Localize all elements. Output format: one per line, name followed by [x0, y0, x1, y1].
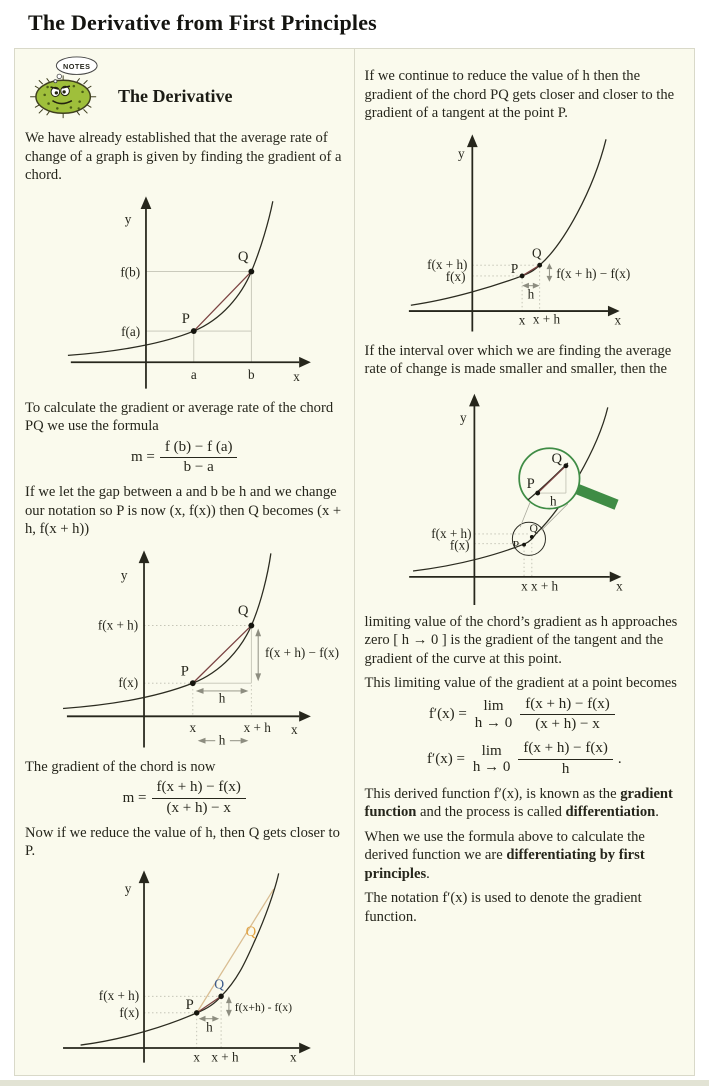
label-x-plus-h: x + h: [532, 311, 560, 327]
formula-derivative-h: [364, 740, 686, 778]
label-h: h: [527, 285, 534, 301]
label-h-magnified: h: [549, 493, 557, 509]
label-f-x-h: f(x + h): [98, 988, 140, 1004]
paragraph-gradient-function: [365, 785, 685, 822]
chord-pq: [522, 265, 540, 276]
numerator: f(x + h) − f(x): [520, 696, 614, 715]
label-q-small: Q: [529, 521, 538, 535]
label-q: Q: [214, 976, 225, 992]
right-column: [355, 49, 695, 1075]
label-q: Q: [237, 248, 249, 265]
paragraph-continue-reduce: If we continue to reduce the value of h then the gradient of the chord PQ gets closer and closer to the gradient of a tangent at the point P.: [364, 68, 675, 122]
label-x-plus-h: x + h: [211, 1049, 239, 1065]
chord-pq: [193, 625, 252, 683]
label-f-a: f(a): [121, 323, 141, 339]
difference-arrow: [255, 628, 261, 681]
chord-pq: [194, 271, 252, 331]
text-segment: and the process is called: [416, 804, 566, 821]
notes-panel: [14, 48, 695, 1076]
label-f-x: f(x): [449, 537, 470, 553]
curve: [68, 201, 273, 355]
label-p: P: [510, 260, 518, 276]
graph-tangent: [364, 129, 688, 336]
lim-subscript: h → 0: [472, 759, 511, 776]
numerator: f(x + h) − f(x): [152, 779, 246, 798]
paragraph-notation: The notation f′(x) is used to denote the gradient function.: [364, 890, 642, 925]
denominator: (x + h) − x: [166, 799, 231, 816]
label-h-upper: h: [218, 690, 226, 706]
curve: [81, 873, 279, 1045]
graph-chord-ab: [24, 191, 346, 393]
bold-first-principles: differentiating by first principles: [364, 847, 645, 882]
fraction: [520, 696, 614, 734]
graph-magnifier: [364, 385, 688, 607]
reference-lines: [474, 534, 531, 577]
text-segment: .: [426, 865, 430, 882]
formula-tail: .: [617, 750, 622, 767]
denominator: (x + h) − x: [535, 716, 600, 733]
label-difference: f(x+h) - f(x): [234, 1000, 292, 1014]
magnifier-handle: [577, 489, 616, 505]
label-x-axis: x: [293, 368, 300, 384]
label-a: a: [190, 366, 197, 382]
label-x-axis: x: [613, 312, 621, 328]
point-p: [519, 273, 524, 278]
label-f-x-h: f(x + h): [430, 525, 471, 541]
mascot-body: [36, 80, 90, 113]
label-f-x: f(x): [445, 268, 465, 284]
label-p-magnified: P: [526, 475, 535, 492]
formula-lhs: f′(x) =: [428, 706, 467, 723]
page-title: The Derivative from First Principles: [28, 10, 377, 35]
label-p: P: [181, 310, 190, 327]
label-b: b: [248, 366, 255, 382]
curve: [63, 553, 271, 708]
point-p: [194, 1010, 199, 1015]
formula-lhs: m =: [131, 448, 155, 465]
paragraph-limit-becomes: This limiting value of the gradient at a point becomes: [364, 675, 677, 692]
formula-gradient-xh: [24, 779, 345, 817]
limit-stack: [475, 698, 513, 731]
formula-gradient-ab: [24, 439, 345, 477]
label-x-values: x x + h: [520, 578, 558, 594]
paragraph-formula-intro: To calculate the gradient or average rate of the chord PQ we use the formula: [25, 399, 334, 435]
label-f-x: f(x): [118, 674, 139, 690]
axes: [408, 134, 619, 331]
notes-mascot-icon: [24, 55, 112, 123]
notes-header: [24, 55, 345, 123]
section-heading: The Derivative: [118, 85, 233, 106]
formula-derivative-full: [364, 696, 686, 734]
label-x-axis: x: [290, 1049, 297, 1065]
formula-lhs: f′(x) =: [426, 750, 465, 767]
difference-arrow: [546, 263, 552, 282]
label-y-axis: y: [459, 409, 467, 425]
label-x-axis: x: [290, 721, 298, 737]
text-segment: This derived function f′(x), is known as the: [364, 785, 621, 802]
label-p: P: [185, 996, 194, 1013]
lim: lim: [483, 698, 504, 715]
label-difference: f(x + h) − f(x): [265, 644, 340, 660]
fraction: [160, 439, 238, 477]
label-x-plus-h: x + h: [243, 719, 271, 735]
label-x: x: [518, 312, 525, 328]
label-f-x-h: f(x + h): [97, 617, 139, 633]
numerator: f (b) − f (a): [160, 439, 238, 458]
axes: [71, 196, 311, 388]
label-y-axis: y: [120, 567, 128, 583]
reference-lines: [144, 625, 251, 716]
label-f-x: f(x): [119, 1004, 140, 1020]
reference-lines: [146, 271, 251, 362]
chord-pq: [197, 996, 221, 1013]
axes: [63, 870, 311, 1065]
point-q: [248, 622, 254, 628]
fraction: [518, 740, 612, 778]
denominator: h: [561, 760, 570, 777]
lim: lim: [481, 742, 502, 759]
graph-q-closer: [24, 867, 346, 1067]
point-p: [190, 680, 196, 686]
label-y-axis: y: [457, 145, 465, 161]
text-segment: .: [655, 804, 659, 821]
label-q-old: Q: [245, 923, 257, 940]
left-column: [15, 49, 355, 1075]
label-q-magnified: Q: [550, 450, 562, 467]
label-q: Q: [237, 602, 249, 619]
label-x: x: [193, 1049, 200, 1065]
point-p-small: [522, 542, 526, 546]
label-x-axis: x: [615, 578, 623, 594]
graph-chord-xh: [24, 545, 346, 752]
label-y-axis: y: [124, 211, 132, 227]
paragraph-average-rate: We have already established that the average rate of change of a graph is given by finding the gradient of a chord.: [25, 130, 342, 184]
denominator: b − a: [183, 458, 214, 475]
notes-bubble-label: NOTES: [63, 62, 91, 72]
paragraph-limiting-value: limiting value of the chord’s gradient as h approaches zero [ h → 0 ] is the gradient of the tangent and the gradient of the curve at this point.: [364, 613, 678, 667]
label-h-lower: h: [218, 732, 226, 748]
point-q: [218, 993, 223, 998]
bold-differentiation: differentiation: [565, 804, 656, 821]
point-q: [248, 268, 254, 274]
bold-gradient-function: gradient function: [364, 785, 673, 821]
label-f-b: f(b): [120, 263, 141, 279]
label-q: Q: [531, 244, 541, 260]
paragraph-gradient-now: The gradient of the chord is now: [25, 758, 216, 775]
label-p: P: [180, 663, 189, 680]
paragraph-reduce-h: Now if we reduce the value of h, then Q gets closer to P.: [25, 824, 340, 860]
paragraph-first-principles: [365, 828, 685, 884]
point-q: [537, 262, 542, 267]
label-h: h: [206, 1019, 213, 1035]
paragraph-interval-smaller: If the interval over which we are finding the average rate of change is made smaller and smaller, then the: [364, 342, 672, 378]
bottom-edge-strip: [0, 1080, 709, 1086]
numerator: f(x + h) − f(x): [518, 740, 612, 759]
paragraph-notation-change: If we let the gap between a and b be h and we change our notation so P is now (x, f(x)) then Q becomes (x + h, f(x + h)): [25, 484, 342, 538]
label-x: x: [189, 719, 197, 735]
lim-subscript: h → 0: [474, 714, 513, 731]
fraction: [152, 779, 246, 817]
text-segment: When we use the formula above to calculate the derived function we are: [364, 828, 645, 864]
label-f-x-h: f(x + h): [426, 256, 467, 272]
formula-lhs: m =: [122, 789, 147, 806]
old-chord: [197, 889, 274, 1013]
label-difference: f(x + h) − f(x): [555, 265, 630, 281]
limit-stack: [473, 743, 511, 776]
point-q-small: [529, 535, 533, 539]
difference-arrow: [226, 996, 232, 1016]
point-p: [191, 328, 197, 334]
label-p-small: P: [512, 538, 519, 552]
label-y-axis: y: [124, 880, 132, 896]
